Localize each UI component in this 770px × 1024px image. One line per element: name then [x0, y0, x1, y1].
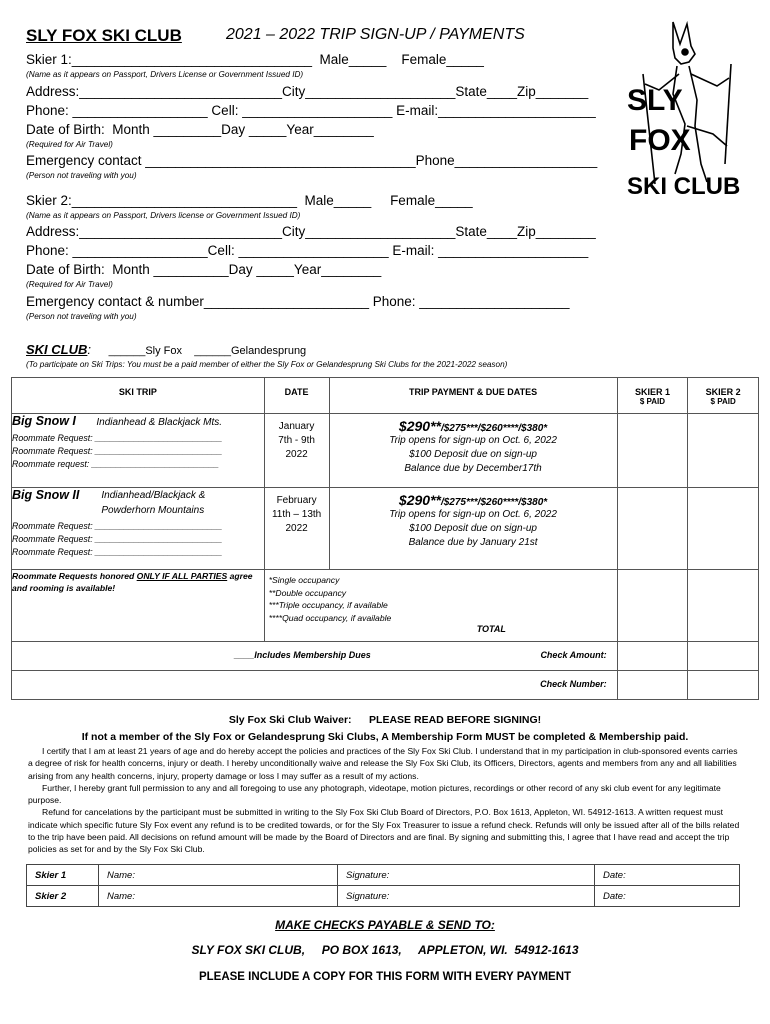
roommate-note: Roommate Requests honored ONLY IF ALL PARTIES agree and rooming is available!	[12, 570, 265, 642]
sly-fox-logo	[625, 14, 745, 204]
total-label: TOTAL	[476, 624, 506, 634]
ski-club-row	[26, 342, 306, 357]
skier1-emergency-note: (Person not traveling with you)	[26, 171, 137, 180]
sig-skier2-name[interactable]: Name:	[99, 886, 338, 907]
skier1-check-amount[interactable]	[617, 642, 688, 671]
trip-table	[11, 377, 759, 700]
trip1-date-month: January	[278, 421, 315, 432]
sig-skier2-signature[interactable]: Signature:	[338, 886, 595, 907]
check-amount-label: Check Amount:	[540, 650, 607, 660]
skier1-total[interactable]	[617, 570, 688, 642]
sig-skier1-name[interactable]: Name:	[99, 865, 338, 886]
skier2-emergency-note: (Person not traveling with you)	[26, 312, 137, 321]
skier1-check-number[interactable]	[617, 671, 688, 700]
logo-text-sly: SLY	[627, 84, 683, 117]
club-title: SLY FOX SKI CLUB	[26, 26, 182, 45]
trip1-price: $290**	[398, 418, 441, 434]
trip2-name: Big Snow II	[12, 488, 80, 502]
header-ski-trip: SKI TRIP	[12, 378, 265, 414]
trip2-roommates[interactable]: Roommate Request: __________________________ Roommate Request: __________________________ Roommate Request: __________________________	[12, 521, 223, 557]
trip1-name: Big Snow I	[12, 414, 76, 428]
waiver-title: Sly Fox Ski Club Waiver: PLEASE READ BEFORE SIGNING!	[228, 714, 542, 726]
header-payment: TRIP PAYMENT & DUE DATES	[329, 378, 617, 414]
sig-skier1-signature[interactable]: Signature:	[338, 865, 595, 886]
trip1-location: Indianhead & Blackjack Mts.	[96, 417, 223, 428]
sig-skier1-label: Skier 1	[27, 865, 99, 886]
sig-skier1-date[interactable]: Date:	[595, 865, 740, 886]
trip1-date-year: 2022	[285, 449, 308, 460]
skier2-phone-line[interactable]: Phone: __________________Cell: ____________________ E-mail: ____________________	[26, 243, 589, 258]
table-row	[27, 865, 740, 886]
trip1-price-rest: /$275***/$260****/$380*	[440, 423, 548, 434]
signature-table	[26, 864, 740, 907]
ski-club-colon: :	[87, 342, 92, 357]
waiver-paragraph-3: Refund for cancelations by the participant must be submitted in writing to the Sly Fox Ski Club Board of Directors, P.O. Box 1613, Appleton, WI. 54912-1613. A written request must indicate which specific future Sly Fox event any refund is to be credited towards, or for the Sly Fox Treasurer to issue a refund check. Refunds will only be issued after all of the bills related to the trip have been paid. All decisions on refund amount will be made by the Board of Directors and are final. By signing and submitting this, I agree that I have read and accept the trip policies as set for and by the Sly Fox Ski Club.	[28, 807, 740, 855]
skier1-dob-line[interactable]: Date of Birth: Month _________Day _____Year________	[26, 122, 374, 137]
header-date: DATE	[264, 378, 329, 414]
trip2-location: Indianhead/Blackjack & Powderhorn Mountains	[101, 490, 206, 516]
skier2-dob-line[interactable]: Date of Birth: Month __________Day _____Year________	[26, 262, 382, 277]
skier2-air-note: (Required for Air Travel)	[26, 280, 113, 289]
trip2-date-days: 11th – 13th	[271, 509, 322, 520]
footer-address: SLY FOX SKI CLUB, PO BOX 1613, APPLETON, WI. 54912-1613	[191, 943, 579, 957]
trip1-date-days: 7th - 9th	[278, 435, 315, 446]
skier2-check-number[interactable]	[688, 671, 759, 700]
table-row	[12, 488, 759, 570]
header-skier2: SKIER 2 $ PAID	[688, 378, 759, 414]
header-skier1: SKIER 1 $ PAID	[617, 378, 688, 414]
table-row	[12, 414, 759, 488]
skier1-address-line[interactable]: Address:___________________________City____________________State____Zip_______	[26, 84, 589, 99]
ski-club-options[interactable]: ______Sly Fox ______Gelandesprung	[108, 345, 307, 357]
trip1-skier2-paid[interactable]	[688, 414, 759, 488]
trip2-price: $290**	[398, 492, 441, 508]
skier2-check-amount[interactable]	[688, 642, 759, 671]
skier2-emergency-line[interactable]: Emergency contact & number______________________ Phone: ____________________	[26, 294, 570, 309]
trip2-date-year: 2022	[285, 523, 308, 534]
logo-text-fox: FOX	[629, 124, 691, 157]
skier2-id-note: (Name as it appears on Passport, Drivers license or Government Issued ID)	[26, 211, 301, 220]
trip2-skier1-paid[interactable]	[617, 488, 688, 570]
trip2-price-rest: /$275***/$260****/$380*	[440, 497, 548, 508]
waiver-paragraph-2: Further, I hereby grant full permission to any and all foregoing to use any photograph, videotape, motion pictures, recordings or other record of any ski club event for any legitimate purpose.	[28, 782, 721, 806]
skier2-address-line[interactable]: Address:___________________________City____________________State____Zip________	[26, 224, 596, 239]
waiver-body	[28, 745, 740, 856]
waiver-paragraph-1: I certify that I am at least 21 years of age and do hereby accept the policies and practices of the Sly Fox Ski Club. I understand that in my participation in club-sponsored events carries a degree of risk for health concerns, injury or death. I hereby unconditionally waive and release the Sly Fox Ski Club, its Officers, Directors, agents and members from any and all liabilities arising from any health concerns, injury, property damage or loss I may suffer as a result of my actions.	[28, 746, 738, 781]
trip1-payment-terms: Trip opens for sign-up on Oct. 6, 2022 $100 Deposit due on sign-up Balance due by December17th	[389, 435, 557, 474]
skier2-name-line[interactable]: Skier 2:______________________________ Male_____ Female_____	[26, 193, 473, 208]
sig-skier2-label: Skier 2	[27, 886, 99, 907]
ski-club-note: (To participate on Ski Trips: You must be a paid member of either the Sly Fox or Gelandesprung Ski Clubs for the 2021-2022 season)	[26, 360, 508, 369]
form-subtitle: 2021 – 2022 TRIP SIGN-UP / PAYMENTS	[226, 26, 525, 43]
skier1-phone-line[interactable]: Phone: __________________ Cell: ____________________ E-mail:_____________________	[26, 103, 596, 118]
trip2-payment-terms: Trip opens for sign-up on Oct. 6, 2022 $100 Deposit due on sign-up Balance due by January 21st	[389, 509, 557, 548]
ski-club-label: SKI CLUB	[26, 342, 88, 357]
membership-dues-check[interactable]: ____Includes Membership Dues	[234, 650, 371, 660]
footer-include-copy: PLEASE INCLUDE A COPY FOR THIS FORM WITH EVERY PAYMENT	[198, 971, 572, 983]
trip2-date-month: February	[276, 495, 317, 506]
sig-skier2-date[interactable]: Date:	[595, 886, 740, 907]
waiver-subtitle: If not a member of the Sly Fox or Gelandesprung Ski Clubs, A Membership Form MUST be completed & Membership paid.	[81, 731, 689, 743]
trip2-skier2-paid[interactable]	[688, 488, 759, 570]
trip1-roommates[interactable]: Roommate Request: __________________________ Roommate Request: __________________________ Roommate request: __________________________	[12, 433, 223, 469]
footer-make-checks: MAKE CHECKS PAYABLE & SEND TO:	[275, 918, 495, 932]
skier1-air-note: (Required for Air Travel)	[26, 140, 113, 149]
skier1-name-line[interactable]: Skier 1:________________________________ Male_____ Female_____	[26, 52, 484, 67]
trip1-skier1-paid[interactable]	[617, 414, 688, 488]
skier2-total[interactable]	[688, 570, 759, 642]
check-number-label: Check Number:	[540, 679, 607, 689]
occupancy-legend: *Single occupancy **Double occupancy ***Triple occupancy, if available ****Quad occupancy, if available	[268, 575, 392, 623]
skier1-id-note: (Name as it appears on Passport, Drivers License or Government Issued ID)	[26, 70, 304, 79]
skier1-emergency-line[interactable]: Emergency contact ____________________________________Phone___________________	[26, 153, 598, 168]
table-row	[27, 886, 740, 907]
logo-text-ski-club: SKI CLUB	[627, 173, 741, 200]
